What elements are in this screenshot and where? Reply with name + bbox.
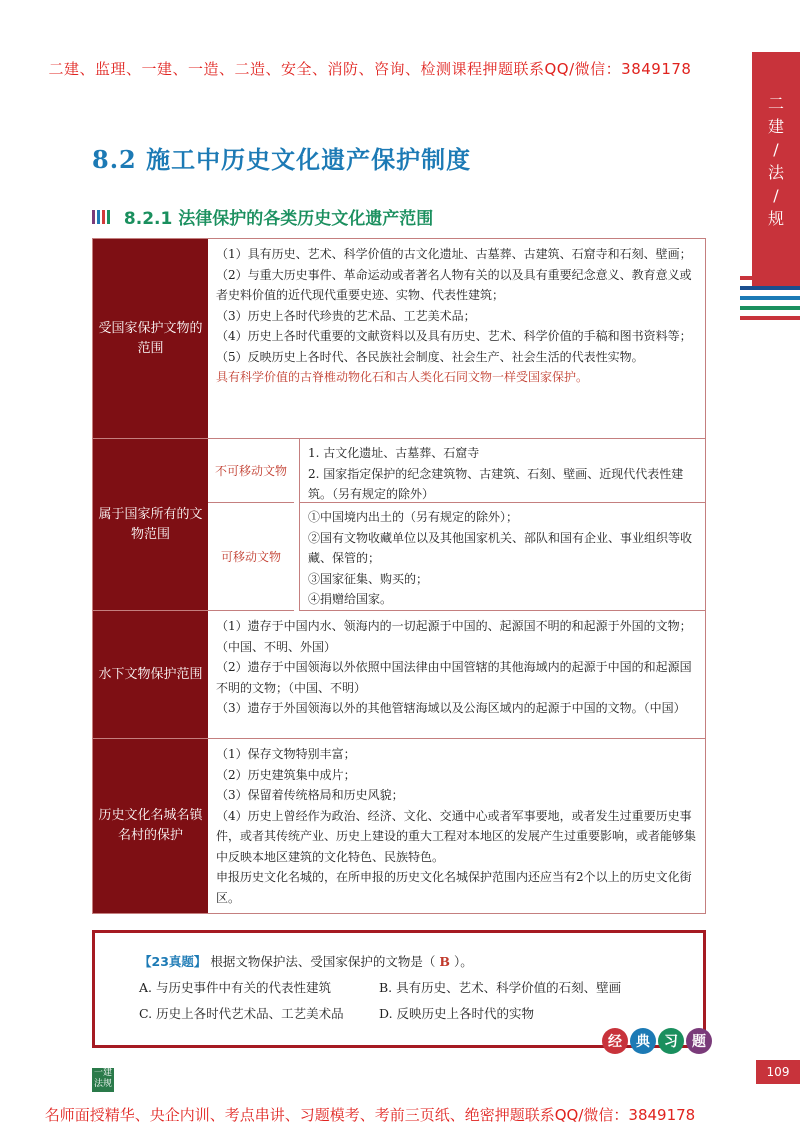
protected-line-3: （3）历史上各时代珍贵的艺术品、工艺美术品； xyxy=(216,308,476,323)
option-a: A. 与历史事件中有关的代表性建筑 xyxy=(139,980,331,995)
movable-line-2: ②国有文物收藏单位以及其他国家机关、部队和国有企业、事业组织等收藏、保管的； xyxy=(308,530,693,565)
row-label-state-owned: 属于国家所有的文物范围 xyxy=(93,439,208,611)
city-line-5: 申报历史文化名城的，在所申报的历史文化名城保护范围内还应当有2个以上的历史文化街区。 xyxy=(216,870,692,905)
exercise-options xyxy=(139,975,693,1027)
row-label-protected: 受国家保护文物的范围 xyxy=(93,239,208,439)
exercise-question-end: ）。 xyxy=(453,954,473,969)
immovable-content xyxy=(299,439,705,503)
badge-char-1: 经 xyxy=(602,1028,628,1054)
stripe-red-2 xyxy=(740,316,800,320)
protected-line-5: （5）反映历史上各时代、各民族社会制度、社会生产、社会生活的代表性实物。 xyxy=(216,349,644,364)
immovable-line-2: 2. 国家指定保护的纪念建筑物、古建筑、石刻、壁画、近现代代表性建筑。（另有规定的除外） xyxy=(308,466,684,501)
subsection-title xyxy=(92,204,433,229)
subsection-title-text: 8.2.1 法律保护的各类历史文化遗产范围 xyxy=(123,209,434,229)
heritage-scope-table xyxy=(92,238,706,914)
immovable-line-1: 1. 古文化遗址、古墓葬、石窟寺 xyxy=(308,446,480,460)
protected-line-6: 具有科学价值的古脊椎动物化石和古人类化石同文物一样受国家保护。 xyxy=(216,370,589,384)
row-label-underwater: 水下文物保护范围 xyxy=(93,611,208,739)
badge-char-4: 题 xyxy=(686,1028,712,1054)
movable-line-1: ①中国境内出土的（另有规定的除外）； xyxy=(308,510,519,524)
side-chapter-label: 二 建 / 法 / 规 xyxy=(767,94,784,228)
movable-content xyxy=(299,503,705,611)
section-title: 8.2 施工中历史文化遗产保护制度 xyxy=(92,145,472,174)
corner-logo: 一建 法规 xyxy=(92,1068,114,1092)
option-b: B. 具有历史、艺术、科学价值的石刻、壁画 xyxy=(379,980,622,995)
bars-icon xyxy=(92,209,112,229)
bottom-banner: 名师面授精华、央企内训、考点串讲、习题模考、考前三页纸、绝密押题联系QQ/微信：3849178 xyxy=(44,1106,696,1124)
stripe-red xyxy=(740,276,800,280)
exercise-question-text: 根据文物保护法、受国家保护的文物是（ xyxy=(210,954,436,969)
top-banner: 二建、监理、一建、一造、二造、安全、消防、咨询、检测课程押题联系QQ/微信：3849178 xyxy=(48,60,692,78)
badge-char-2: 典 xyxy=(630,1028,656,1054)
underwater-line-2: （2）遗存于中国领海以外依照中国法律由中国管辖的其他海域内的起源于中国的和起源国不明的文物；（中国、不明） xyxy=(216,660,692,695)
row-content-underwater xyxy=(208,611,705,739)
stripe-blue xyxy=(740,286,800,290)
city-line-4: （4）历史上曾经作为政治、经济、文化、交通中心或者军事要地，或者发生过重要历史事件，或者其传统产业、历史上建设的重大工程对本地区的发展产生过重要影响，或者能够集中反映本地区建筑的文化特色、民族特色。 xyxy=(216,808,697,864)
immovable-label: 不可移动文物 xyxy=(208,439,294,503)
exercise-question xyxy=(139,949,693,975)
stripe-lightblue xyxy=(740,296,800,300)
underwater-line-1: （1）遗存于中国内水、领海内的一切起源于中国的、起源国不明的和起源于外国的文物；（中国、不明、外国） xyxy=(216,619,692,654)
movable-line-4: ④捐赠给国家。 xyxy=(308,592,393,606)
underwater-line-3: （3）遗存于外国领海以外的其他管辖海域以及公海区域内的起源于中国的文物。（中国） xyxy=(216,701,686,715)
row-content-historic-city xyxy=(208,739,705,913)
movable-line-3: ③国家征集、购买的； xyxy=(308,571,429,586)
exercise-content xyxy=(139,949,693,1027)
protected-line-4: （4）历史上各时代重要的文献资料以及具有历史、艺术、科学价值的手稿和图书资料等； xyxy=(216,329,692,343)
classic-exercise-badge xyxy=(600,1028,712,1054)
city-line-2: （2）历史建筑集中成片； xyxy=(216,767,356,782)
row-label-historic-city: 历史文化名城名镇名村的保护 xyxy=(93,739,208,913)
exercise-answer: B xyxy=(439,954,450,969)
exercise-tag: 【23真题】 xyxy=(139,954,207,969)
badge-char-3: 习 xyxy=(658,1028,684,1054)
protected-line-1: （1）具有历史、艺术、科学价值的古文化遗址、古墓葬、古建筑、石窟寺和石刻、壁画； xyxy=(216,247,692,261)
stripe-green xyxy=(740,306,800,310)
city-line-3: （3）保留着传统格局和历史风貌； xyxy=(216,788,404,802)
row-content-protected xyxy=(208,239,705,439)
city-line-1: （1）保存文物特别丰富； xyxy=(216,747,356,761)
protected-line-2: （2）与重大历史事件、革命运动或者著名人物有关的以及具有重要纪念意义、教育意义或者史料价值的近代现代重要史迹、实物、代表性建筑； xyxy=(216,267,692,302)
page-number: 109 xyxy=(756,1060,800,1084)
side-chapter-tab xyxy=(752,52,800,288)
option-d: D. 反映历史上各时代的实物 xyxy=(379,1006,535,1021)
movable-label: 可移动文物 xyxy=(208,503,294,611)
option-c: C. 历史上各时代艺术品、工艺美术品 xyxy=(139,1006,344,1021)
